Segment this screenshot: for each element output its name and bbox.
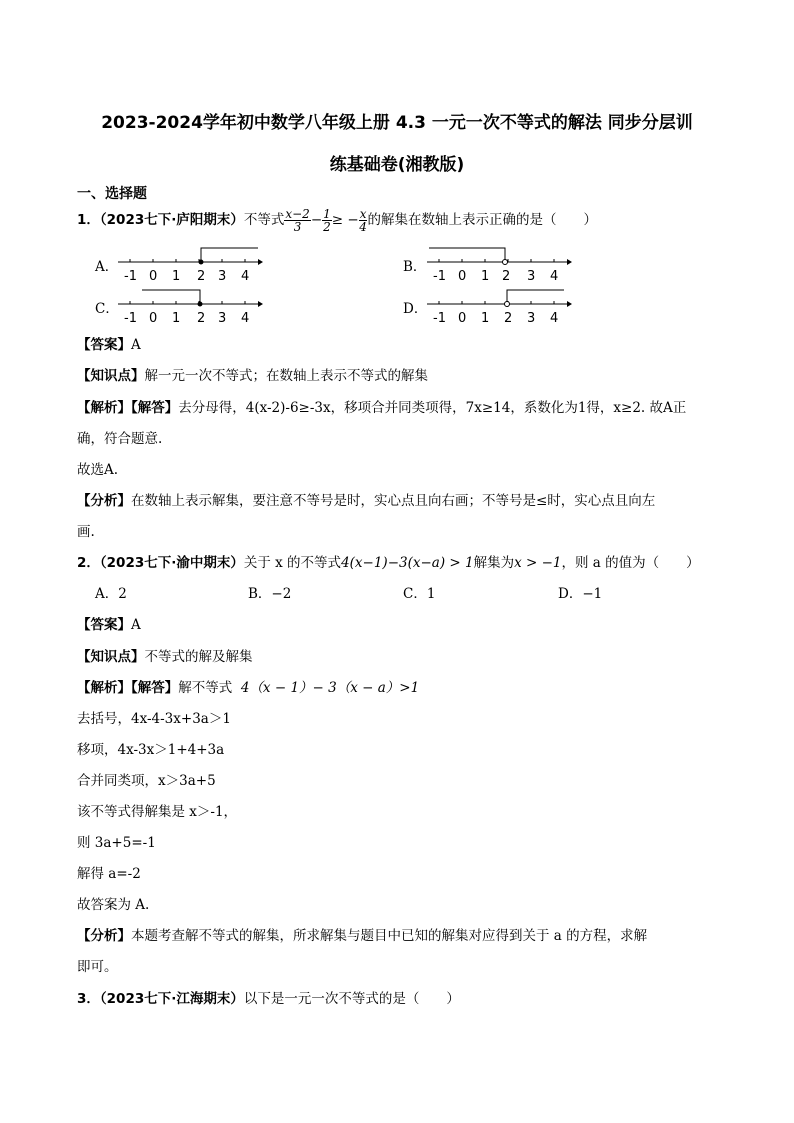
svg-text:3: 3	[527, 269, 536, 284]
svg-text:2: 2	[197, 311, 206, 326]
q1-answer: 【答案】A	[77, 337, 141, 353]
svg-text:0: 0	[458, 269, 467, 284]
svg-text:4: 4	[550, 311, 559, 326]
q1-knowledge-point: 【知识点】解一元一次不等式；在数轴上表示不等式的解集	[77, 368, 428, 384]
q2-comment-line1: 【分析】本题考查解不等式的解集，所求解集与题目中已知的解集对应得到关于 a 的方程，求解	[77, 928, 648, 944]
q2-step: 则 3a+5=-1	[77, 835, 156, 851]
q1-stem-pre: 不等式	[243, 212, 285, 228]
q2-choice-b: B．−2	[248, 586, 292, 602]
q1-analysis-line2: 确，符合题意.	[77, 431, 163, 447]
svg-text:-1: -1	[124, 311, 137, 326]
svg-text:2: 2	[504, 311, 513, 326]
q2-source: （2023七下·渝中期末）	[99, 555, 244, 571]
q2-number: 2．	[77, 555, 100, 571]
svg-text:1: 1	[172, 311, 181, 326]
q1-comment-line1: 【分析】在数轴上表示解集，要注意不等号是时，实心点且向右画；不等号是≤时，实心点且向左	[77, 493, 656, 509]
q1-fraction-3: $\frac{x}{4}$	[359, 207, 367, 234]
q2-step: 故答案为 A.	[77, 897, 150, 913]
q2-step: 去括号，4x-4-3x+3a＞1	[77, 711, 231, 727]
q3-stem: 3．（2023七下·江海期末）以下是一元一次不等式的是（ ）	[77, 991, 460, 1007]
svg-text:1: 1	[481, 311, 490, 326]
q1-analysis-line1: 【解析】【解答】去分母得，4(x-2)-6≥-3x，移项合并同类项得，7x≥14，系数化为1得，x≥2. 故A正	[77, 400, 687, 416]
q1-fraction-2: $\frac{1}{2}$	[323, 207, 331, 234]
tick-label: 0	[149, 269, 158, 284]
q2-choice-d: D．−1	[558, 586, 603, 602]
q2-step: 解得 a=-2	[77, 866, 141, 882]
q2-analysis-head: 【解析】【解答】解不等式 4（x − 1）− 3（x − a）>1	[77, 680, 420, 696]
q1-option-a-label: A．	[95, 259, 119, 275]
q1-source: （2023七下·庐阳期末）	[99, 212, 244, 228]
q1-stem-post: 的解集在数轴上表示正确的是（ ）	[367, 212, 597, 228]
q1-comment-line2: 画.	[77, 524, 95, 540]
q1-option-b-label: B．	[403, 259, 427, 275]
q2-step: 该不等式得解集是 x＞-1，	[77, 804, 238, 820]
q2-solution-set: x > −1	[514, 555, 562, 571]
svg-text:0: 0	[149, 311, 158, 326]
q1-number-line-b	[427, 244, 572, 284]
q1-stem: 1．（2023七下·庐阳期末）不等式 $\frac{x-2}{3}$ − $\frac{1}{2}$ ≥ − $\frac{x}{4}$ 的解集在数轴上表示正确的是（ ）	[77, 207, 597, 234]
svg-text:0: 0	[458, 311, 467, 326]
svg-text:1: 1	[481, 269, 490, 284]
svg-text:3: 3	[218, 311, 227, 326]
svg-text:-1: -1	[433, 269, 446, 284]
section-heading: 一、选择题	[77, 186, 147, 202]
svg-text:4: 4	[241, 311, 250, 326]
tick-label: 1	[172, 269, 181, 284]
svg-text:4: 4	[550, 269, 559, 284]
svg-text:2: 2	[502, 269, 511, 284]
q1-fraction-1: $\frac{x-2}{3}$	[285, 207, 310, 234]
q3-source: （2023七下·江海期末）	[99, 991, 244, 1007]
q1-analysis-line3: 故选A.	[77, 462, 119, 478]
tick-label: 4	[241, 269, 250, 284]
q1-number-line-c	[118, 286, 263, 326]
doc-title-line2: 练基础卷(湘教版)	[329, 155, 465, 175]
q2-knowledge-point: 【知识点】不等式的解及解集	[77, 649, 253, 665]
q3-number: 3．	[77, 991, 100, 1007]
q1-option-d-label: D．	[403, 301, 428, 317]
q2-step: 移项，4x-3x＞1+4+3a	[77, 742, 225, 758]
q2-inequality: 4(x−1)−3(x−a) > 1	[341, 555, 474, 571]
tick-label: -1	[124, 269, 137, 284]
q2-comment-line2: 即可。	[77, 959, 118, 975]
q1-number-line-d	[427, 286, 572, 326]
svg-text:3: 3	[527, 311, 536, 326]
q1-number: 1．	[77, 212, 100, 228]
q2-answer: 【答案】A	[77, 617, 141, 633]
tick-label: 3	[218, 269, 227, 284]
q2-stem: 2．（2023七下·渝中期末）关于 x 的不等式4(x−1)−3(x−a) > 1解集为x > −1，则 a 的值为（ ）	[77, 555, 700, 571]
q1-number-line-a	[118, 244, 263, 284]
svg-text:-1: -1	[433, 311, 446, 326]
q2-step: 合并同类项，x＞3a+5	[77, 773, 216, 789]
q2-choice-a: A．2	[95, 586, 127, 602]
doc-title-line1: 2023-2024学年初中数学八年级上册 4.3 一元一次不等式的解法 同步分层训	[101, 113, 693, 133]
q2-choice-c: C．1	[403, 586, 436, 602]
tick-label: 2	[197, 269, 206, 284]
q1-option-c-label: C．	[95, 301, 119, 317]
